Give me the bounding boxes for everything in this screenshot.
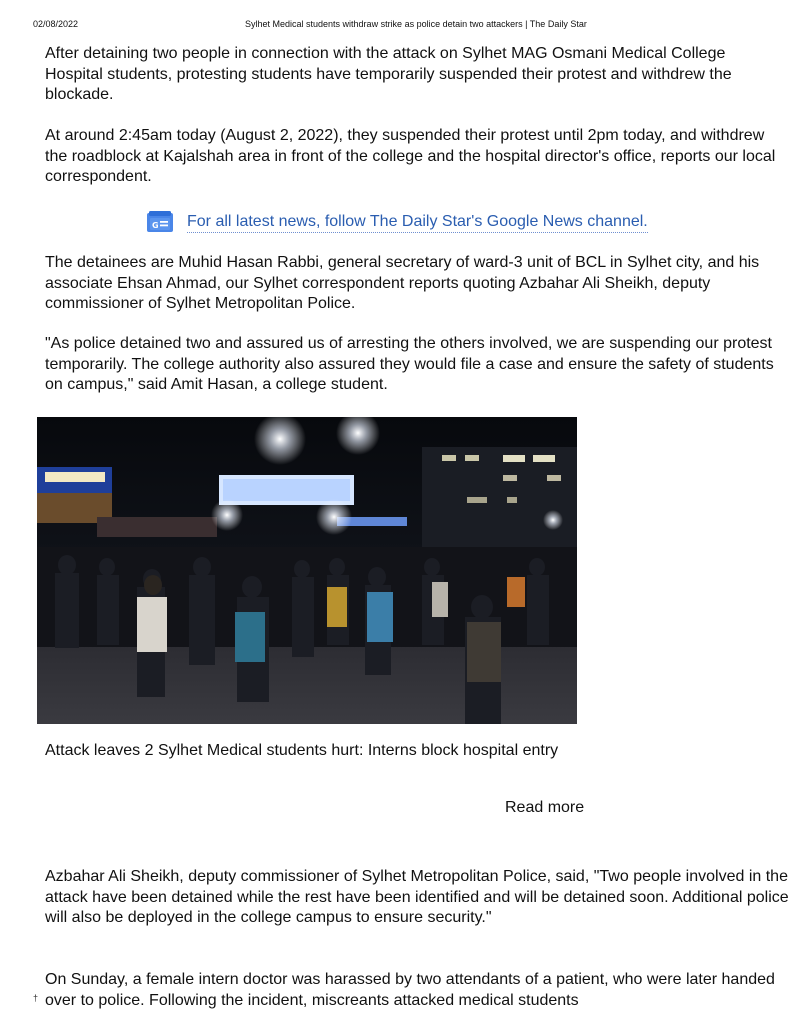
paragraph-text: On Sunday, a female intern doctor was harassed by two attendants of a patient, who were later handed over to police. Following the incident, miscreants attacked medical students [45, 971, 775, 1009]
print-header [0, 17, 791, 31]
paragraph-text: Azbahar Ali Sheikh, deputy commissioner of Sylhet Metropolitan Police, said, "Two people involved in the attack have been detained while the rest have been identified and will be detained soon. Additional police will also be deployed in the college campus to ensure security." [45, 868, 789, 926]
article-paragraph-3 [45, 253, 790, 315]
google-news-link[interactable]: For all latest news, follow The Daily Star's Google News channel. [187, 212, 648, 233]
paragraph-text: The detainees are Muhid Hasan Rabbi, general secretary of ward-3 unit of BCL in Sylhet city, and his associate Ehsan Ahmad, our Sylhet correspondent reports quoting Azbahar Ali Sheikh, deputy commissioner of Sylhet Metropolitan Police. [45, 254, 760, 312]
print-date: 02/08/2022 [33, 19, 79, 29]
related-article-caption[interactable]: Attack leaves 2 Sylhet Medical students hurt: Interns block hospital entry [45, 742, 559, 759]
related-article-photo[interactable] [37, 417, 577, 724]
article-paragraph-1 [45, 44, 785, 106]
paragraph-text: At around 2:45am today (August 2, 2022), they suspended their protest until 2pm today, and withdrew the roadblock at Kajalshah area in front of the college and the hospital director's office, reports our local correspondent. [45, 127, 776, 185]
read-more-link[interactable]: Read more [505, 799, 585, 816]
article-paragraph-6 [45, 970, 790, 1011]
article-paragraph-4 [45, 334, 790, 396]
paragraph-text: "As police detained two and assured us of arresting the others involved, we are suspending our protest temporarily. The college authority also assured they would file a case and ensure the safety of students on campus," said Amit Hasan, a college student. [45, 335, 774, 393]
article-paragraph-5 [45, 867, 790, 929]
svg-text:G: G [152, 221, 159, 230]
google-news-promo[interactable] [145, 209, 648, 235]
page-edge-mark: † [33, 993, 39, 1003]
paragraph-text: After detaining two people in connection with the attack on Sylhet MAG Osmani Medical College Hospital students, protesting students have temporarily suspended their protest and withdrew the blockade. [45, 45, 732, 103]
article-paragraph-2 [45, 126, 785, 188]
google-news-icon [145, 210, 175, 234]
print-page-title: Sylhet Medical students withdraw strike as police detain two attackers | The Daily Star [245, 19, 587, 29]
